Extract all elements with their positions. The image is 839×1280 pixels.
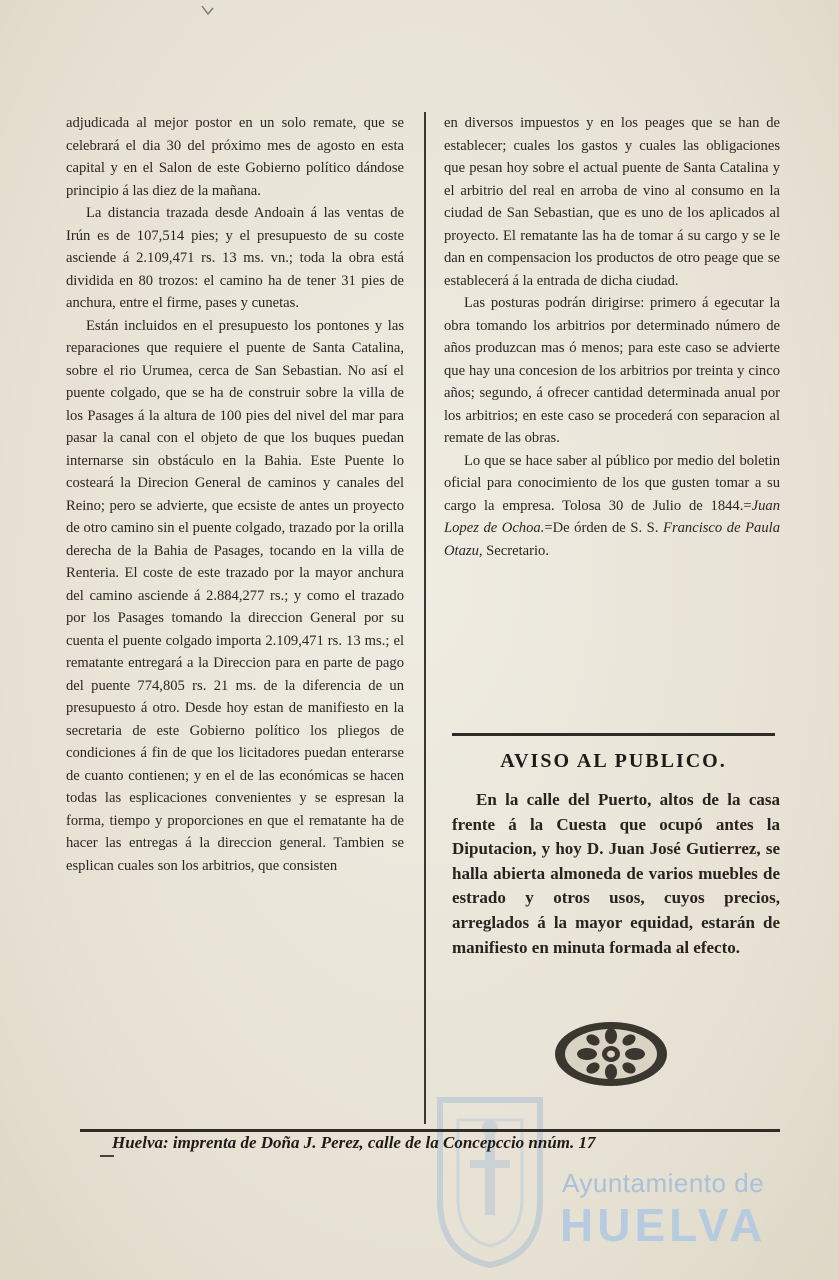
notice-rule xyxy=(452,733,775,736)
left-paragraph-1: adjudicada al mejor postor en un solo remate, que se celebrará el dia 30 del próximo mes de agosto en esta capital y en el Salon de este Gobierno político dándose principio á las diez de la mañana. xyxy=(66,115,404,199)
right-paragraph-1: en diversos impuestos y en los peages que se han de establecer; cuales los gastos y cuales las obligaciones que pesan hoy sobre el actual puente de Santa Catalina y el arbitrio del real en arroba de vino al consumo en la ciudad de San Sebastian, que es uno de los aplicados al proyecto. El rematante las ha de tomar á su cargo y se le dan en compensacion los productos de otro peage que se establecerá á la entrada de dicha ciudad. xyxy=(444,115,780,289)
signatory-name: Juan Lopez de Ochoa. xyxy=(444,497,780,536)
right-paragraph-2: Las posturas podrán dirigirse: primero á egecutar la obra tomando los arbitrios por determinado número de años produzcan mas ó menos; para este caso se advierte que hay una concesion de los arbitrios por treinta y cinco años; segundo, á ofrecer cantidad determinada anual por los arbitrios; en este caso se procederá con separacion al remate de las obras. xyxy=(444,295,780,446)
ink-mark-icon xyxy=(200,4,216,18)
order-text: =De órden de S. S. xyxy=(544,520,664,536)
secretary-title: Secretario. xyxy=(482,542,549,559)
watermark-line-1: Ayuntamiento de xyxy=(562,1168,765,1198)
secretary-name: Francisco de Paula Otazu, xyxy=(444,520,780,559)
right-column xyxy=(444,112,780,562)
column-divider xyxy=(424,112,426,1124)
left-paragraph-3: Están incluidos en el presupuesto los pontones y las reparaciones que requiere el puente de Santa Catalina, sobre el rio Urumea, cerca de San Sebastian. No así el puente colgado, que se ha de construir sobre la villa de los Pasages á la altura de 100 pies del nivel del mar para pasar la canal con el objeto de que los buques puedan internarse sin obstáculo en la Bahia. Este Puente lo costeará la Direcion General de caminos y canales del Reino; pero se advierte, que ecsiste de antes un proyecto de otro camino sin el puente colgado, trazado por la orilla derecha de la Bahia de Pasages, tocando en la villa de Renteria. El coste de este trazado por la mayor anchura del camino asciende á 2.884,277 rs.; y como el trazado por los Pasages tomando la direccion General por su cuenta el puente colgado importa 2.109,471 rs. 13 ms.; el rematante entregará a la Direccion para en parte de pago del puente 774,805 rs. 21 ms. de la diferencia de un presupuesto á otro. Desde hoy estan de manifiesto en la secretaria de este Gobierno político los pliegos de condiciones á fin de que los licitadores puedan enterarse de cuanto contienen; y en el de las económicas se hacen todas las esplicaciones convenientes y se espresan la forma, tiempo y proporciones en que el rematante ha de hacer las entregas á la direccion general. Tambien se esplican cuales son los arbitrios, que consisten xyxy=(66,317,404,874)
watermark-line-2: HUELVA xyxy=(560,1199,767,1251)
footer-rule xyxy=(80,1129,780,1132)
footer-dash xyxy=(100,1155,114,1157)
notice-body: En la calle del Puerto, altos de la casa frente á la Cuesta que ocupó antes la Diputacion, y hoy D. Juan José Gutierrez, se halla abierta almoneda de varios muebles de estrado y otros usos, cuyos precios, arreglados á la mayor equidad, estarán de manifiesto en minuta formada al efecto. xyxy=(452,790,780,957)
printer-imprint: Huelva: imprenta de Doña J. Perez, calle de la Concepccio nnúm. 17 xyxy=(112,1133,596,1152)
notice-title: AVISO AL PUBLICO. xyxy=(500,750,727,772)
announcement-text: Lo que se hace saber al público por medio del boletin oficial para conocimiento de los que gusten tomar a su cargo la empresa. Tolosa 30 de Julio de 1844.= xyxy=(444,452,780,514)
left-column xyxy=(66,112,404,877)
left-paragraph-2: La distancia trazada desde Andoain á las ventas de Irún es de 107,514 pies; y el presupuesto de su coste asciende á 2.109,471 rs. 13 ms. vn.; toda la obra está dividida en 80 trozos: el camino ha de tener 31 pies de anchura, entre el firme, pases y cunetas. xyxy=(66,205,404,311)
right-paragraph-3 xyxy=(444,450,780,563)
